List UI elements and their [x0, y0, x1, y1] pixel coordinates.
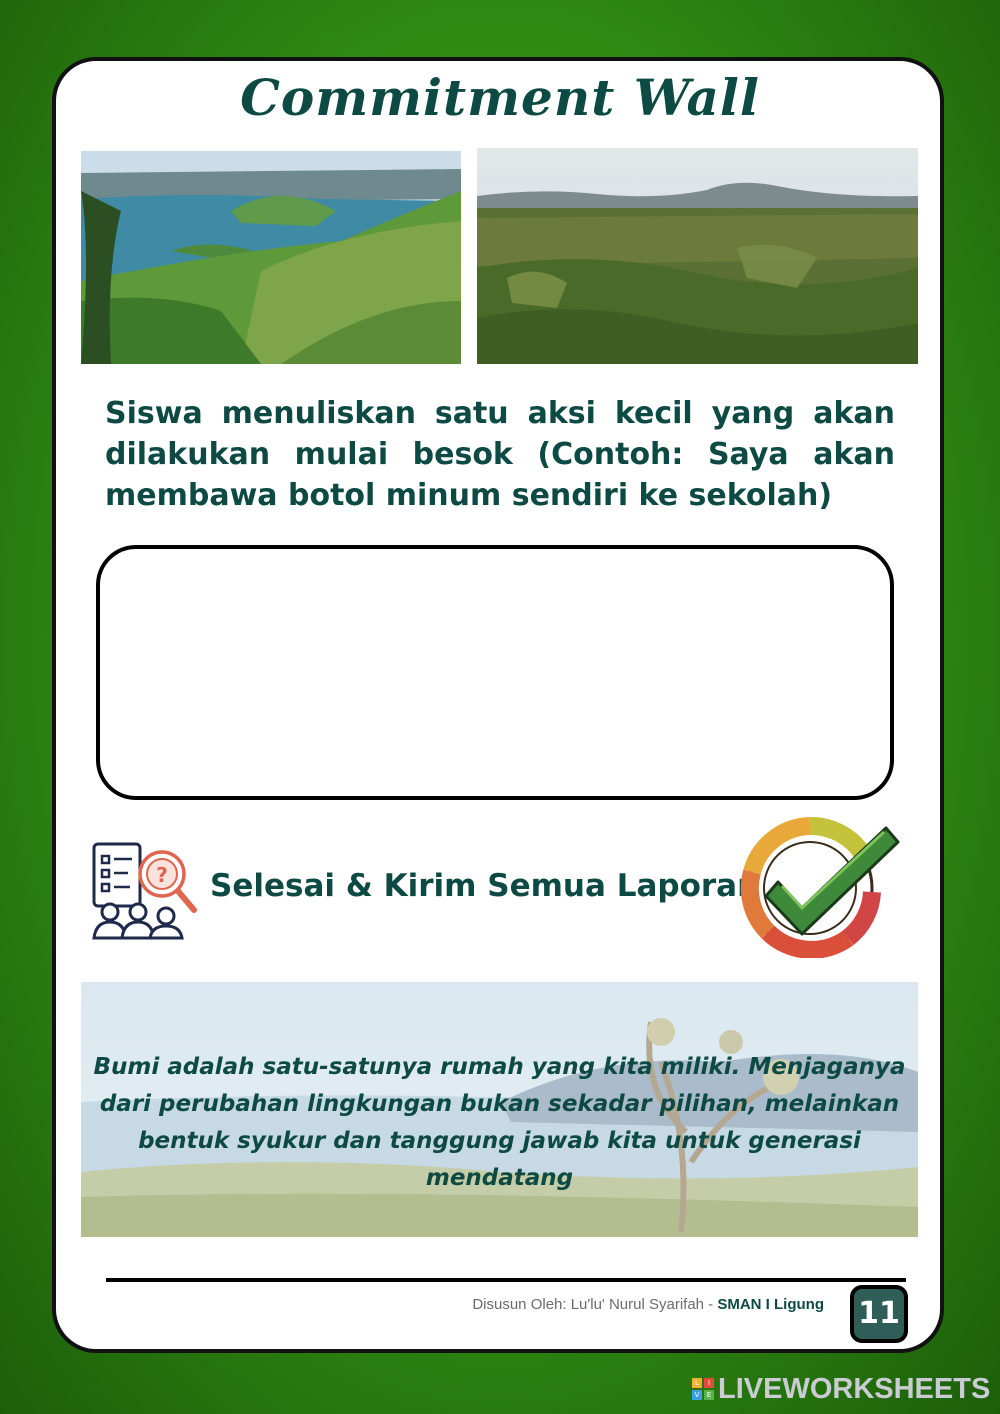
checkmark-gauge-icon — [738, 812, 900, 958]
liveworksheets-logo-icon: L I V E — [692, 1378, 714, 1400]
lake-landscape-photo — [81, 151, 461, 364]
quote-text: Bumi adalah satu-satunya rumah yang kita miliki. Menjaganya dari perubahan lingkungan bukan sekadar pilihan, melainkan bentuk syukur dan tanggung jawab kita untuk generasi mendatang — [93, 1054, 906, 1191]
page-title: Commitment Wall — [240, 68, 760, 127]
liveworksheets-wordmark: LIVEWORKSHEETS — [718, 1372, 991, 1405]
credit-school: SMAN I Ligung — [717, 1296, 824, 1313]
forest-landscape-photo — [477, 148, 918, 364]
instruction-text: Siswa menuliskan satu aksi kecil yang akan dilakukan mulai besok (Contoh: Saya akan membawa botol minum sendiri ke sekolah) — [105, 396, 895, 513]
footer-divider — [106, 1278, 906, 1282]
report-checklist-magnifier-icon — [80, 838, 204, 942]
svg-text:?: ? — [156, 863, 168, 887]
commitment-answer-box[interactable] — [96, 545, 894, 800]
liveworksheets-watermark — [692, 1374, 990, 1404]
quote-banner — [81, 982, 918, 1237]
page-number-badge: 11 — [850, 1285, 908, 1343]
credit-author: Disusun Oleh: Lu'lu' Nurul Syarifah - — [472, 1296, 718, 1313]
submit-all-reports-button[interactable]: Selesai & Kirim Semua Laporan — [210, 868, 760, 904]
author-credit — [472, 1296, 824, 1313]
